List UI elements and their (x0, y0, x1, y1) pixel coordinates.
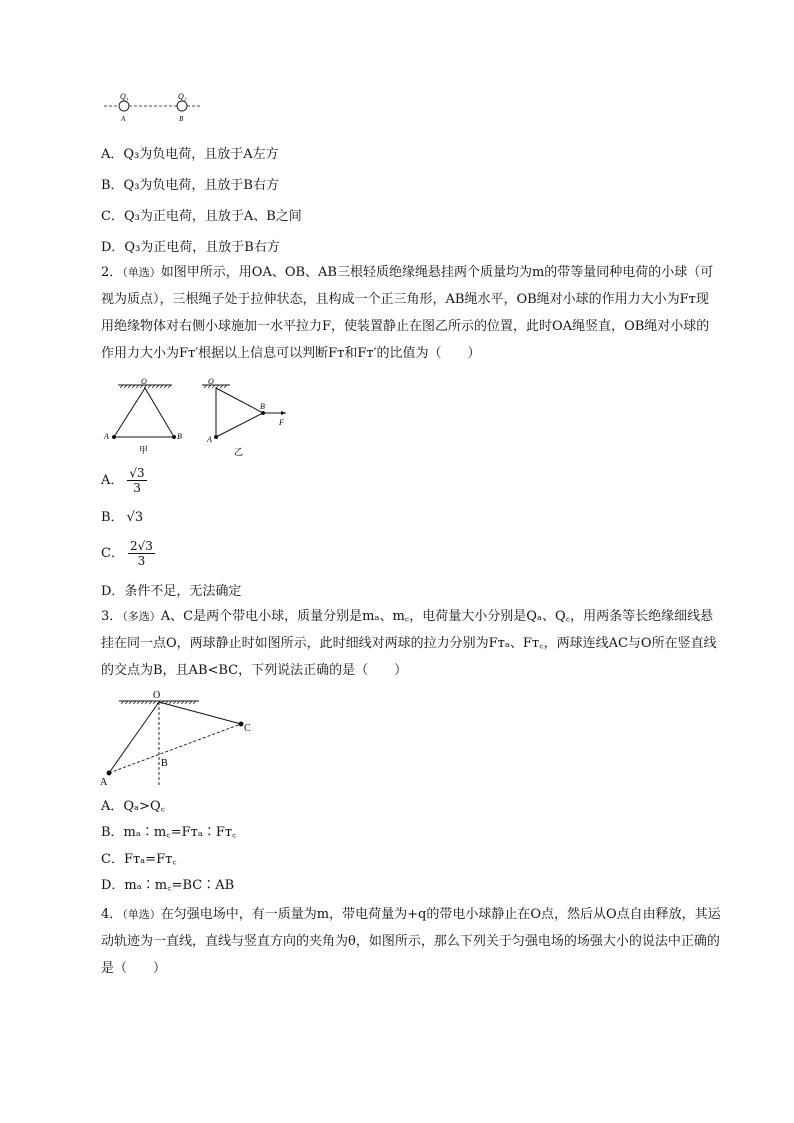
q1-option-d: D．Q₃为正电荷，且放于B右方 (101, 240, 280, 255)
q1-charges-figure (100, 90, 210, 126)
q3-option-a: A．Qₐ>Q꜀ (101, 799, 166, 814)
q2-option-b: B． √3 (101, 510, 144, 525)
fig-yi-b-label: B (260, 402, 265, 411)
q3-o-label: O (153, 690, 161, 701)
q3-option-c: C．Fᴛₐ=Fᴛ꜀ (101, 852, 177, 867)
q1-option-b: B．Q₃为负电荷，且放于B右方 (101, 178, 279, 193)
q2-triangle-figures (100, 375, 300, 457)
q4-number: 4． (101, 907, 123, 922)
q2-stem-text: 如图甲所示，用OA、OB、AB三根轻质绝缘绳悬挂两个质量均为m的带等量同种电荷的小球（可视为质点），三根绳子处于拉伸状态，且构成一个正三角形，AB绳水平，OB绳对小球的作用力大小为Fᴛ现用绝缘物体对右侧小球施加一水平拉力F，使装置静止在图乙所示的位置，此时OA绳竖直，OB绳对小球的作用力大小为Fᴛ′根据以上信息可以判断Fᴛ和Fᴛ′的比值为（ ） (101, 265, 714, 361)
q3-option-d: D．mₐ∶m꜀=BC∶AB (101, 878, 235, 893)
fig-jia-b-label: B (177, 432, 182, 441)
fig-yi-f-label: F (279, 418, 284, 427)
q1-option-c: C．Q₃为正电荷，且放于A、B之间 (101, 209, 302, 224)
q4-stem (101, 901, 721, 982)
q3-type-tag: （多选） (122, 610, 161, 623)
q2-stem (101, 259, 721, 367)
q2-option-a: A． $\frac{√3}{3}$ (101, 466, 145, 495)
q3-stem (101, 603, 721, 684)
q3-pendulum-figure (95, 688, 265, 790)
q3-a-label: A (100, 777, 108, 788)
q1-option-a: A．Q₃为负电荷，且放于A左方 (101, 147, 279, 162)
q2-option-d: D．条件不足，无法确定 (101, 584, 242, 599)
fig-jia-caption: 甲 (139, 445, 149, 455)
q3-number: 3． (101, 609, 123, 624)
q4-type-tag: （单选） (122, 908, 161, 921)
fig-yi-caption: 乙 (234, 447, 244, 457)
q2-label: Q₂ (178, 92, 187, 101)
q3-stem-text: A、C是两个带电小球，质量分别是mₐ、m꜀，电荷量大小分别是Qₐ、Q꜀，用两条等长绝缘细线悬挂在同一点O，两球静止时如图所示，此时细线对两球的拉力分别为Fᴛₐ、Fᴛ꜀，两球连线AC与O所在竖直线的交点为B，且AB<BC，下列说法正确的是（ ） (101, 609, 717, 678)
q3-b-label: B (161, 758, 168, 769)
q3-option-b: B．mₐ∶m꜀=Fᴛₐ∶Fᴛ꜀ (101, 825, 237, 840)
q1-label: Q₁ (120, 92, 129, 101)
fig-jia-o-label: O (141, 377, 147, 386)
q2-option-c-fraction: $\frac{2√3}{3}$ (129, 539, 153, 568)
q2-type-tag: （单选） (122, 266, 161, 279)
point-b-label: B (179, 115, 184, 123)
point-a-label: A (121, 115, 126, 123)
q2-option-c: C． $\frac{2√3}{3}$ (101, 539, 153, 568)
q2-number: 2． (101, 265, 123, 280)
fig-yi-o-label: O (208, 377, 214, 386)
fig-yi-a-label: A (207, 435, 212, 444)
q3-c-label: C (244, 723, 251, 734)
fig-jia-a-label: A (104, 432, 109, 441)
q2-option-a-fraction: $\frac{√3}{3}$ (129, 466, 145, 495)
q4-stem-text: 在匀强电场中，有一质量为m，带电荷量为+q的带电小球静止在O点，然后从O点自由释放，其运动轨迹为一直线，直线与竖直方向的夹角为θ，如图所示，那么下列关于匀强电场的场强大小的说法中正确的是（ ） (101, 907, 721, 976)
